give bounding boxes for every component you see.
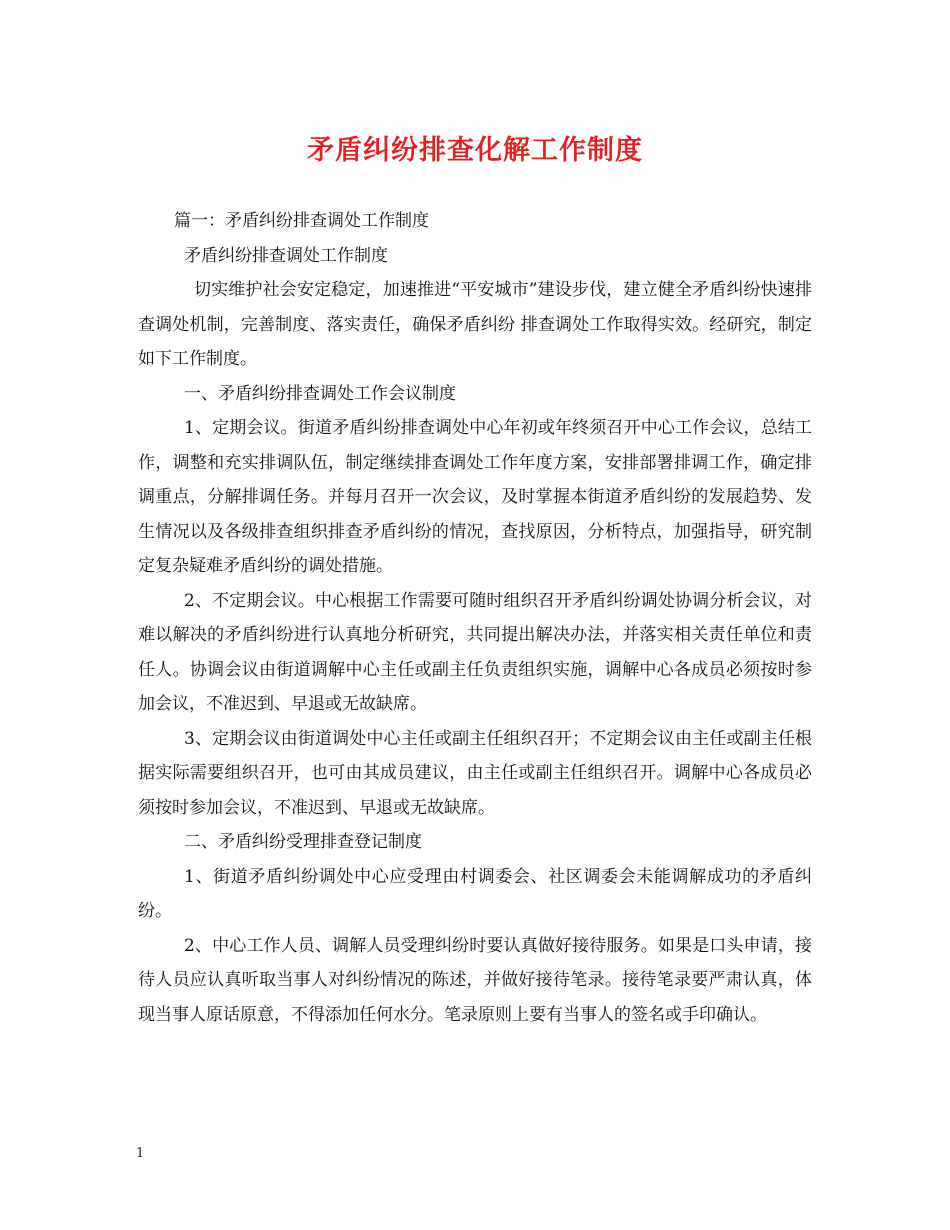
paragraph: 2、不定期会议。中心根据工作需要可随时组织召开矛盾纠纷调处协调分析会议，对难以解决的矛盾纠纷进行认真地分析研究，共同提出解决办法，并落实相关责任单位和责任人。协调会议由街道调解中心主任或副主任负责组织实施，调解中心各成员必须按时参加会议，不准迟到、早退或无故缺席。 (138, 590, 812, 714)
paragraph: 篇一：矛盾纠纷排查调处工作制度 (174, 211, 429, 231)
document-body (138, 204, 812, 1032)
document-title: 矛盾纠纷排查化解工作制度 (307, 135, 643, 166)
paragraph: 3、定期会议由街道调处中心主任或副主任组织召开；不定期会议由主任或副主任根据实际需要组织召开，也可由其成员建议，由主任或副主任组织召开。调解中心各成员必须按时参加会议，不准迟到、早退或无故缺席。 (138, 728, 812, 818)
paragraph: 1、定期会议。街道矛盾纠纷排查调处中心年初或年终须召开中心工作会议，总结工作，调整和充实排调队伍，制定继续排查调处工作年度方案，安排部署排调工作，确定排调重点，分解排调任务。并每月召开一次会议，及时掌握本街道矛盾纠纷的发展趋势、发生情况以及各级排查组织排查矛盾纠纷的情况，查找原因，分析特点，加强指导，研究制定复杂疑难矛盾纠纷的调处措施。 (138, 418, 812, 576)
section-heading: 一、矛盾纠纷排查调处工作会议制度 (184, 383, 456, 404)
paragraph: 2、中心工作人员、调解人员受理纠纷时要认真做好接待服务。如果是口头申请，接待人员应认真听取当事人对纠纷情况的陈述，并做好接待笔录。接待笔录要严肃认真，体现当事人原话原意，不得添加任何水分。笔录原则上要有当事人的签名或手印确认。 (138, 935, 812, 1025)
page-number: 1 (136, 1146, 145, 1161)
paragraph: 1、街道矛盾纠纷调处中心应受理由村调委会、社区调委会未能调解成功的矛盾纠纷。 (138, 866, 812, 921)
section-heading: 二、矛盾纠纷受理排查登记制度 (184, 832, 422, 852)
paragraph: 矛盾纠纷排查调处工作制度 (184, 245, 388, 266)
paragraph: 切实维护社会安定稳定，加速推进“平安城市”建设步伐，建立健全矛盾纠纷快速排查调处机制，完善制度、落实责任，确保矛盾纠纷 排查调处工作取得实效。经研究，制定如下工作制度。 (138, 280, 812, 369)
